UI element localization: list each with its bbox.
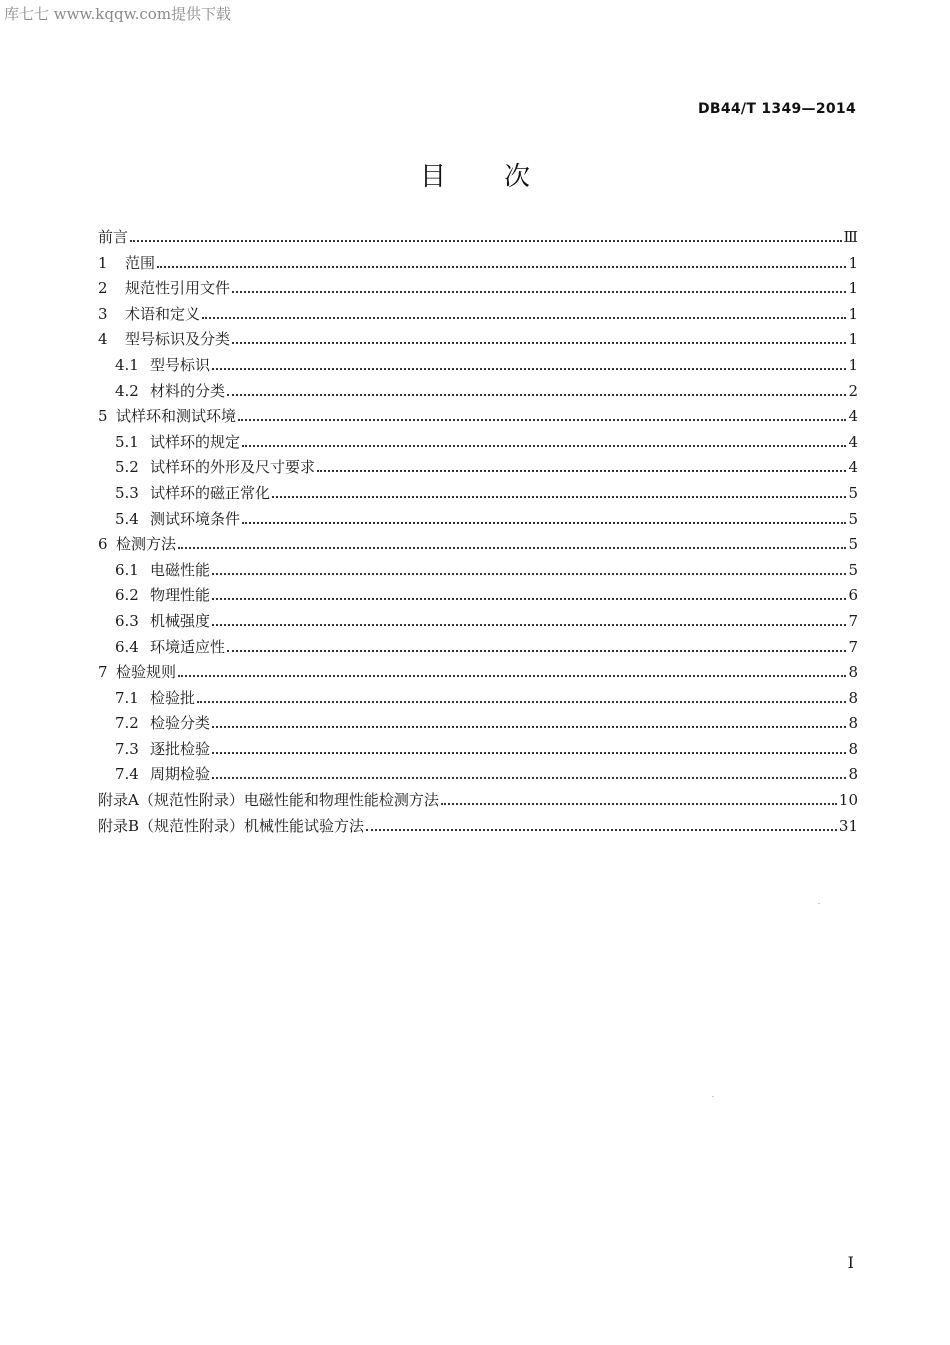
toc-item-appendix-a[interactable] [98, 789, 858, 815]
toc-number: 6 [98, 535, 108, 554]
toc-label: 试样环的磁正常化 [150, 483, 271, 502]
toc-page: 1 [848, 355, 858, 374]
toc-page: Ⅲ [843, 228, 858, 246]
toc-label: 附录A（规范性附录）电磁性能和物理性能检测方法 [98, 791, 439, 810]
toc-label: 电磁性能 [150, 560, 211, 579]
toc-label: 型号标识 [150, 355, 211, 374]
toc-item-4-1[interactable] [98, 354, 858, 380]
toc-page: 5 [848, 483, 858, 502]
toc-page: 5 [848, 560, 858, 579]
toc-page: 31 [838, 816, 858, 835]
toc-leader [441, 803, 837, 805]
toc-label: 逐批检验 [150, 739, 211, 758]
toc-item-7[interactable] [98, 661, 858, 687]
toc-label: 周期检验 [150, 765, 211, 784]
toc-label: 附录B（规范性附录）机械性能试验方法 [98, 816, 365, 835]
title-char-2: 次 [504, 162, 531, 192]
toc-page: 10 [838, 791, 858, 810]
toc-leader [366, 829, 837, 831]
page-number: I [847, 1253, 854, 1272]
watermark-text: 库七七 www.kqqw.com提供下载 [4, 5, 232, 23]
toc-number: 4 [98, 330, 108, 349]
title-char-1: 目 [419, 162, 446, 192]
toc-page: 1 [848, 253, 858, 272]
toc-page: 8 [848, 714, 858, 733]
scan-speck [818, 903, 820, 904]
toc-item-4-2[interactable] [98, 380, 858, 406]
toc-number: 5.4 [115, 509, 139, 528]
toc-leader [242, 445, 846, 447]
toc-label: 型号标识及分类 [125, 330, 231, 349]
toc-page: 7 [848, 611, 858, 630]
table-of-contents [98, 226, 858, 840]
toc-number: 5.2 [115, 458, 139, 477]
toc-number: 3 [98, 304, 108, 323]
scan-speck [712, 1096, 714, 1097]
toc-leader [157, 266, 846, 268]
toc-leader [178, 675, 846, 677]
toc-number: 5 [98, 407, 108, 426]
toc-item-5-2[interactable] [98, 456, 858, 482]
toc-number: 6.1 [115, 560, 139, 579]
toc-label: 试样环的规定 [150, 432, 241, 451]
toc-page: 5 [848, 509, 858, 528]
toc-page: 1 [848, 330, 858, 349]
toc-item-7-2[interactable] [98, 712, 858, 738]
toc-number: 7.4 [115, 765, 139, 784]
toc-leader [238, 419, 846, 421]
toc-page: 4 [848, 407, 858, 426]
toc-number: 1 [98, 253, 108, 272]
toc-leader [242, 522, 846, 524]
toc-leader [130, 240, 842, 242]
toc-label: 环境适应性 [150, 637, 226, 656]
toc-number: 6.2 [115, 586, 139, 605]
toc-number: 4.1 [115, 355, 139, 374]
toc-leader [272, 496, 846, 498]
standard-code: DB44/T 1349—2014 [697, 101, 856, 117]
toc-page: 2 [848, 381, 858, 400]
toc-number: 7.3 [115, 739, 139, 758]
toc-leader [212, 624, 846, 626]
toc-label: 检验分类 [150, 714, 211, 733]
toc-item-6-1[interactable] [98, 559, 858, 585]
toc-leader [212, 573, 846, 575]
toc-page: 8 [848, 663, 858, 682]
toc-item-6-2[interactable] [98, 584, 858, 610]
toc-label: 前言 [98, 228, 129, 246]
toc-item-2[interactable] [98, 277, 858, 303]
toc-leader [197, 701, 846, 703]
toc-leader [212, 726, 846, 728]
toc-item-5-1[interactable] [98, 431, 858, 457]
toc-label: 检验批 [150, 688, 196, 707]
toc-item-5[interactable] [98, 405, 858, 431]
toc-page: 1 [848, 279, 858, 298]
toc-item-appendix-b[interactable] [98, 815, 858, 841]
toc-item-4[interactable] [98, 328, 858, 354]
toc-item-6-3[interactable] [98, 610, 858, 636]
toc-label: 材料的分类 [150, 381, 226, 400]
toc-number: 7 [98, 663, 108, 682]
toc-label: 物理性能 [150, 586, 211, 605]
toc-page: 8 [848, 688, 858, 707]
toc-label: 检验规则 [116, 663, 177, 682]
toc-item-5-4[interactable] [98, 508, 858, 534]
toc-leader [232, 291, 846, 293]
toc-number: 7.2 [115, 714, 139, 733]
toc-number: 5.1 [115, 432, 139, 451]
toc-leader [227, 394, 846, 396]
toc-item-6-4[interactable] [98, 636, 858, 662]
toc-label: 规范性引用文件 [125, 279, 231, 298]
toc-number: 6.4 [115, 637, 139, 656]
toc-item-3[interactable] [98, 303, 858, 329]
toc-number: 6.3 [115, 611, 139, 630]
toc-item-6[interactable] [98, 533, 858, 559]
page-title [0, 156, 950, 193]
toc-leader [227, 650, 846, 652]
toc-item-foreword[interactable] [98, 226, 858, 252]
toc-number: 2 [98, 279, 108, 298]
toc-item-7-3[interactable] [98, 738, 858, 764]
toc-item-5-3[interactable] [98, 482, 858, 508]
toc-label: 试样环和测试环境 [116, 407, 237, 426]
toc-item-7-4[interactable] [98, 763, 858, 789]
toc-leader [212, 368, 846, 370]
toc-leader [212, 598, 846, 600]
toc-page: 5 [848, 535, 858, 554]
toc-number: 4.2 [115, 381, 139, 400]
toc-page: 8 [848, 739, 858, 758]
toc-label: 检测方法 [116, 535, 177, 554]
toc-page: 6 [848, 586, 858, 605]
toc-leader [232, 342, 846, 344]
toc-page: 7 [848, 637, 858, 656]
toc-label: 术语和定义 [125, 304, 201, 323]
toc-label: 范围 [125, 253, 156, 272]
toc-leader [178, 547, 846, 549]
toc-label: 机械强度 [150, 611, 211, 630]
toc-item-1[interactable] [98, 252, 858, 278]
toc-page: 8 [848, 765, 858, 784]
toc-page: 1 [848, 304, 858, 323]
toc-label: 试样环的外形及尺寸要求 [150, 458, 316, 477]
toc-leader [317, 470, 846, 472]
toc-page: 4 [848, 432, 858, 451]
toc-leader [212, 777, 846, 779]
toc-number: 7.1 [115, 688, 139, 707]
toc-item-7-1[interactable] [98, 687, 858, 713]
toc-page: 4 [848, 458, 858, 477]
toc-leader [202, 317, 846, 319]
toc-number: 5.3 [115, 483, 139, 502]
toc-leader [212, 752, 846, 754]
toc-label: 测试环境条件 [150, 509, 241, 528]
